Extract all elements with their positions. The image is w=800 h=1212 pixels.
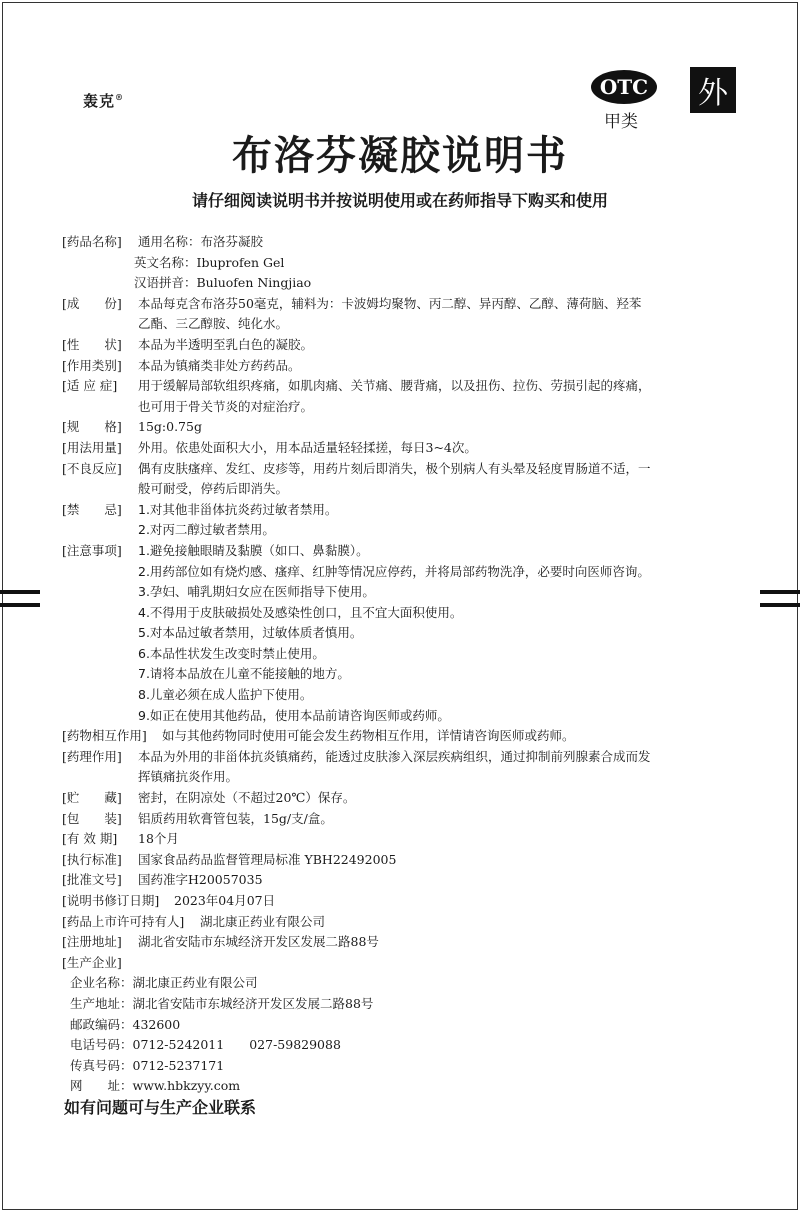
leaflet-row <box>62 335 752 356</box>
footer-note: 如有问题可与生产企业联系 <box>64 1098 257 1117</box>
section-text: 国家食品药品监督管理局标准 YBH22492005 <box>138 851 397 867</box>
section-label: [不良反应] <box>62 460 122 476</box>
section-text: 5.对本品过敏者禁用，过敏体质者慎用。 <box>138 625 363 641</box>
leaflet-row <box>62 644 752 665</box>
leaflet-row <box>62 912 752 933</box>
section-text: 般可耐受，停药后即消失。 <box>138 481 289 497</box>
leaflet-row <box>62 356 752 377</box>
section-text: 湖北省安陆市东城经济开发区发展二路88号 <box>138 934 379 950</box>
leaflet-row <box>62 438 752 459</box>
fold-mark-left <box>0 603 40 607</box>
otc-badge: OTC <box>591 70 657 104</box>
leaflet-row <box>62 685 752 706</box>
section-text: 铝质药用软膏管包装，15g/支/盒。 <box>138 810 333 826</box>
section-label: [规 格] <box>62 419 122 435</box>
leaflet-row <box>62 314 752 335</box>
leaflet-row <box>62 891 752 912</box>
brand-name: 轰克 <box>83 92 116 110</box>
section-text: 也可用于骨关节炎的对症治疗。 <box>138 398 314 414</box>
section-text: 18个月 <box>138 831 179 847</box>
leaflet-row <box>62 829 752 850</box>
section-label: [成 份] <box>62 295 122 311</box>
leaflet-row <box>62 973 752 994</box>
section-label: [药品上市许可持有人] <box>62 913 185 929</box>
section-text: 英文名称：Ibuprofen Gel <box>134 254 285 270</box>
section-label: [有 效 期] <box>62 831 118 847</box>
leaflet-row <box>62 397 752 418</box>
leaflet-row <box>62 479 752 500</box>
fold-mark-right <box>760 603 800 607</box>
leaflet-row <box>62 232 752 253</box>
section-text: 15g:0.75g <box>138 419 202 435</box>
brand-logo <box>83 90 124 111</box>
leaflet-row <box>62 932 752 953</box>
leaflet-row <box>62 541 752 562</box>
leaflet-row <box>62 809 752 830</box>
section-label: [作用类别] <box>62 357 122 373</box>
leaflet-row <box>62 1056 752 1077</box>
leaflet-row <box>62 273 752 294</box>
leaflet-row <box>62 706 752 727</box>
leaflet-row <box>62 603 752 624</box>
section-label: [禁 忌] <box>62 501 122 517</box>
section-label: [包 装] <box>62 810 122 826</box>
external-use-badge: 外 <box>690 67 736 113</box>
leaflet-row <box>62 376 752 397</box>
section-text: 8.儿童必须在成人监护下使用。 <box>138 687 313 703</box>
registered-mark: ® <box>115 92 125 102</box>
section-text: 本品为外用的非甾体抗炎镇痛药，能透过皮肤渗入深层疾病组织，通过抑制前列腺素合成而发 <box>138 748 651 764</box>
leaflet-row <box>62 850 752 871</box>
section-text: 7.请将本品放在儿童不能接触的地方。 <box>138 666 350 682</box>
section-label: [注意事项] <box>62 542 122 558</box>
leaflet-row <box>62 562 752 583</box>
section-label: [药品名称] <box>62 234 122 249</box>
section-text: 本品为半透明至乳白色的凝胶。 <box>138 336 314 352</box>
section-text: 1.避免接触眼睛及黏膜（如口、鼻黏膜）。 <box>138 542 369 558</box>
section-text: 国药准字H20057035 <box>138 872 263 888</box>
section-label: [性 状] <box>62 336 122 352</box>
section-text: 本品为镇痛类非处方药药品。 <box>138 357 301 373</box>
section-label: [药理作用] <box>62 748 122 764</box>
leaflet-row <box>62 870 752 891</box>
leaflet-row <box>62 1076 752 1097</box>
section-text: 企业名称：湖北康正药业有限公司 <box>70 975 258 991</box>
leaflet-row <box>62 500 752 521</box>
section-label: [贮 藏] <box>62 790 122 806</box>
section-text: 外用。依患处面积大小，用本品适量轻轻揉搓，每日3~4次。 <box>138 439 477 455</box>
section-text: 6.本品性状发生改变时禁止使用。 <box>138 645 325 661</box>
section-text: 用于缓解局部软组织疼痛，如肌肉痛、关节痛、腰背痛，以及扭伤、拉伤、劳损引起的疼痛， <box>138 378 651 394</box>
section-text: 如与其他药物同时使用可能会发生药物相互作用，详情请咨询医师或药师。 <box>162 728 575 744</box>
leaflet-row <box>62 459 752 480</box>
leaflet-row <box>62 294 752 315</box>
section-label: [批准文号] <box>62 872 122 888</box>
section-label: [药物相互作用] <box>62 728 147 744</box>
page-subtitle: 请仔细阅读说明书并按说明使用或在药师指导下购买和使用 <box>191 191 608 210</box>
leaflet-row <box>62 747 752 768</box>
section-text: 传真号码：0712-5237171 <box>70 1057 225 1073</box>
section-label: [说明书修订日期] <box>62 893 160 908</box>
section-text: 9.如正在使用其他药品，使用本品前请咨询医师或药师。 <box>138 707 450 723</box>
section-text: 密封，在阴凉处（不超过20℃）保存。 <box>138 790 356 806</box>
section-text: 2.用药部位如有烧灼感、瘙痒、红肿等情况应停药，并将局部药物洗净，必要时向医师咨询。 <box>138 563 650 579</box>
section-text: 湖北康正药业有限公司 <box>200 913 326 929</box>
leaflet-row <box>62 994 752 1015</box>
fold-mark-right <box>760 590 800 594</box>
section-text: 乙酯、三乙醇胺、纯化水。 <box>138 316 289 332</box>
section-text: 本品每克含布洛芬50毫克，辅料为：卡波姆均聚物、丙二醇、异丙醇、乙醇、薄荷脑、羟苯 <box>138 295 642 311</box>
section-label: [适 应 症] <box>62 378 118 394</box>
otc-class-label: 甲类 <box>604 112 638 132</box>
section-text: 偶有皮肤瘙痒、发红、皮疹等，用药片刻后即消失，极个别病人有头晕及轻度胃肠道不适，一 <box>138 460 651 476</box>
section-text: 邮政编码：432600 <box>70 1016 181 1032</box>
section-text: 4.不得用于皮肤破损处及感染性创口，且不宜大面积使用。 <box>138 604 463 620</box>
leaflet-row <box>62 582 752 603</box>
leaflet-row <box>62 953 752 974</box>
section-text: 挥镇痛抗炎作用。 <box>138 769 239 785</box>
section-text: 生产地址：湖北省安陆市东城经济开发区发展二路88号 <box>70 995 374 1011</box>
leaflet-row <box>62 1035 752 1056</box>
section-text: 电话号码：0712-5242011 027-59829088 <box>70 1037 341 1053</box>
leaflet-row <box>62 726 752 747</box>
leaflet-row <box>62 623 752 644</box>
leaflet-row <box>62 664 752 685</box>
section-label: [注册地址] <box>62 934 122 950</box>
fold-mark-left <box>0 590 40 594</box>
section-text: 通用名称：布洛芬凝胶 <box>138 234 264 249</box>
section-text: 2.对丙二醇过敏者禁用。 <box>138 522 275 538</box>
page-title: 布洛芬凝胶说明书 <box>232 133 568 179</box>
section-text: 2023年04月07日 <box>174 893 276 908</box>
leaflet-row <box>62 253 752 274</box>
section-label: [生产企业] <box>62 954 122 970</box>
section-text: 网 址：www.hbkzyy.com <box>70 1078 241 1094</box>
section-label: [用法用量] <box>62 439 122 455</box>
section-text: 1.对其他非甾体抗炎药过敏者禁用。 <box>138 501 338 517</box>
section-label: [执行标准] <box>62 851 122 867</box>
section-text: 3.孕妇、哺乳期妇女应在医师指导下使用。 <box>138 584 375 600</box>
leaflet-row <box>62 1015 752 1036</box>
leaflet-row <box>62 767 752 788</box>
leaflet-row <box>62 417 752 438</box>
leaflet-row <box>62 788 752 809</box>
leaflet-body <box>62 232 752 1097</box>
section-text: 汉语拼音：Buluofen Ningjiao <box>134 275 312 291</box>
leaflet-row <box>62 520 752 541</box>
